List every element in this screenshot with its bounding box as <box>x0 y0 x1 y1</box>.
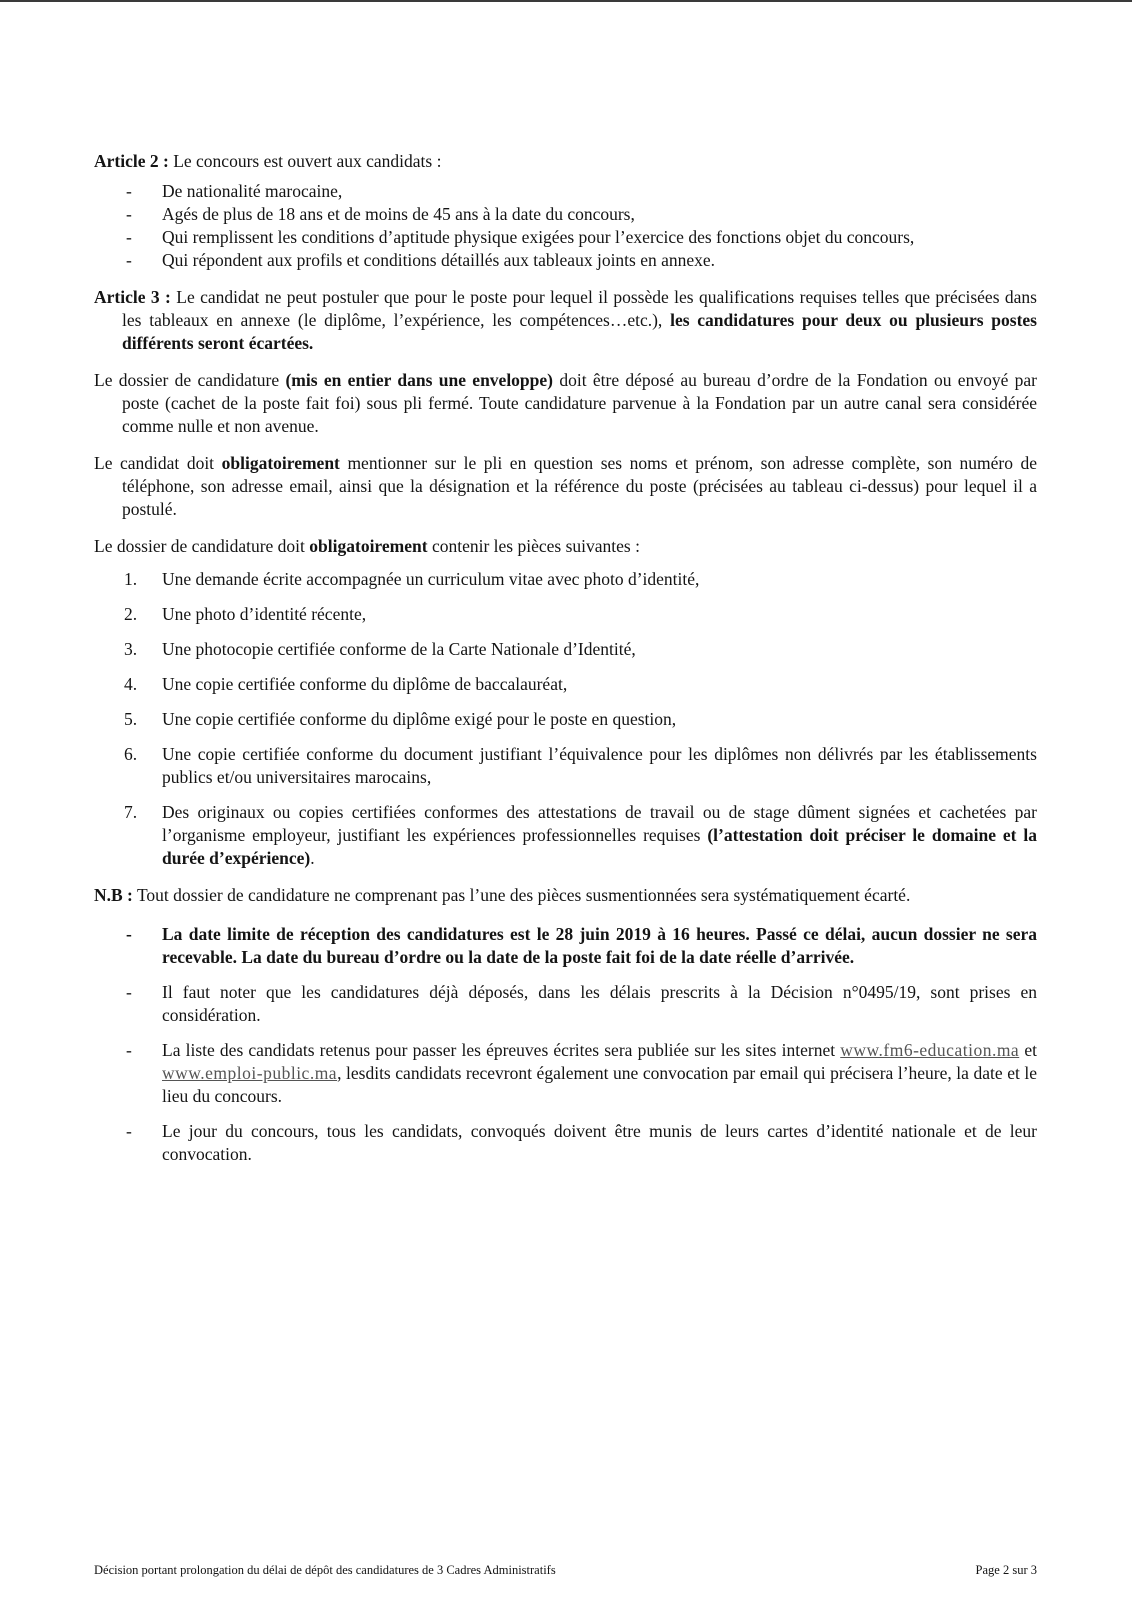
footer-title: Décision portant prolongation du délai de dépôt des candidatures de 3 Cadres Administratifs <box>94 1563 556 1577</box>
list-item-date-limite: - La date limite de réception des candidatures est le 28 juin 2019 à 16 heures. Passé ce délai, aucun dossier ne sera recevable. La date du bureau d’ordre ou la date de la poste fait foi de la date réelle d’arrivée. <box>94 923 1037 969</box>
pieces-bold: obligatoirement <box>309 536 428 556</box>
list-item-number: 2. <box>124 604 138 624</box>
list-item-number: 6. <box>124 744 138 764</box>
liste-after: , lesdits candidats recevront également une convocation par email qui précisera l’heure, la date et le lieu du concours. <box>162 1063 1037 1106</box>
nb-label: N.B : <box>94 885 133 905</box>
list-item: - Qui répondent aux profils et conditions détaillés aux tableaux joints en annexe. <box>94 249 1037 272</box>
list-item-bold: (l’attestation doit préciser le domaine et la durée d’expérience) <box>162 825 1037 868</box>
article3-bold-text: les candidatures pour deux ou plusieurs postes différents seront écartées. <box>122 310 1037 353</box>
nb-list <box>94 923 1037 1166</box>
list-item-number: 3. <box>124 639 138 659</box>
list-item-liste-candidats <box>94 1039 1037 1108</box>
article3-paragraph <box>94 286 1037 355</box>
list-item-deja-deposes: - Il faut noter que les candidatures déjà déposés, dans les délais prescrits à la Décision n°0495/19, sont prises en considération. <box>94 981 1037 1027</box>
page-top-border <box>0 0 1132 2</box>
pieces-list <box>94 568 1037 870</box>
pieces-intro <box>94 535 1037 558</box>
article2-intro-text: Le concours est ouvert aux candidats : <box>173 151 442 171</box>
list-item-number: 1. <box>124 569 138 589</box>
list-item-end: . <box>310 848 315 868</box>
list-item-text: Une copie certifiée conforme du document justifiant l’équivalence pour les diplômes non délivrés par les établissements publics et/ou universitaires marocains, <box>162 744 1037 787</box>
fm6-education-link[interactable]: www.fm6-education.ma <box>840 1040 1020 1060</box>
dossier-depot-before: Le dossier de candidature <box>94 370 280 390</box>
list-item <box>94 801 1037 870</box>
dossier-depot-bold: (mis en entier dans une enveloppe) <box>285 370 553 390</box>
list-item-text: Une copie certifiée conforme du diplôme de baccalauréat, <box>162 674 568 694</box>
pieces-before: Le dossier de candidature doit <box>94 536 305 556</box>
mention-paragraph <box>94 452 1037 521</box>
emploi-public-link[interactable]: www.emploi-public.ma <box>162 1063 338 1083</box>
list-item-text: Des originaux ou copies certifiées conformes des attestations de travail ou de stage dûment signées et cachetées par l’organisme employeur, justifiant les expériences professionnelles requises <box>162 802 1037 845</box>
list-item-number: 5. <box>124 709 138 729</box>
article2-label: Article 2 : <box>94 151 169 171</box>
nb-text: Tout dossier de candidature ne comprenant pas l’une des pièces susmentionnées sera systématiquement écarté. <box>136 885 911 905</box>
article3-label: Article 3 : <box>94 287 171 307</box>
list-item: - De nationalité marocaine, <box>94 180 1037 203</box>
document-page <box>94 150 1037 1178</box>
nb-paragraph <box>94 884 1037 907</box>
dossier-depot-paragraph <box>94 369 1037 438</box>
list-item-jour-concours: - Le jour du concours, tous les candidats, convoqués doivent être munis de leurs cartes d’identité nationale et de leur convocation. <box>94 1120 1037 1166</box>
list-item-text: Une copie certifiée conforme du diplôme exigé pour le poste en question, <box>162 709 677 729</box>
list-item-number: 7. <box>124 802 138 822</box>
liste-and: et <box>1024 1040 1037 1060</box>
list-item <box>94 568 1037 591</box>
mention-bold: obligatoirement <box>221 453 340 473</box>
article3-text: Le candidat ne peut postuler que pour le poste pour lequel il possède les qualifications requises telles que précisées dans les tableaux en annexe (le diplôme, l’expérience, les compétences…etc.), <box>122 287 1037 330</box>
list-item-text: Une photo d’identité récente, <box>162 604 367 624</box>
list-item <box>94 708 1037 731</box>
list-item: - Qui remplissent les conditions d’aptitude physique exigées pour l’exercice des fonctions objet du concours, <box>94 226 1037 249</box>
list-item <box>94 743 1037 789</box>
list-item <box>94 638 1037 661</box>
list-item-text: Une photocopie certifiée conforme de la Carte Nationale d’Identité, <box>162 639 636 659</box>
mention-before: Le candidat doit <box>94 453 215 473</box>
list-item <box>94 603 1037 626</box>
liste-before: La liste des candidats retenus pour passer les épreuves écrites sera publiée sur les sites internet <box>162 1040 836 1060</box>
list-item-text: Une demande écrite accompagnée un curriculum vitae avec photo d’identité, <box>162 569 700 589</box>
pieces-after: contenir les pièces suivantes : <box>431 536 640 556</box>
article2-conditions-list <box>94 180 1037 272</box>
list-item: - Agés de plus de 18 ans et de moins de 45 ans à la date du concours, <box>94 203 1037 226</box>
list-item-number: 4. <box>124 674 138 694</box>
page-number: Page 2 sur 3 <box>975 1563 1037 1577</box>
mention-after: mentionner sur le pli en question ses noms et prénom, son adresse complète, son numéro de téléphone, son adresse email, ainsi que la désignation et la référence du poste (précisées au tableau ci-dessus) pour lequel il a postulé. <box>122 453 1038 519</box>
article2-intro <box>94 150 1037 173</box>
dossier-depot-after: doit être déposé au bureau d’ordre de la Fondation ou envoyé par poste (cachet de la poste fait foi) sous pli fermé. Toute candidature parvenue à la Fondation par un autre canal sera considérée comme nulle et non avenue. <box>122 370 1038 436</box>
list-item <box>94 673 1037 696</box>
